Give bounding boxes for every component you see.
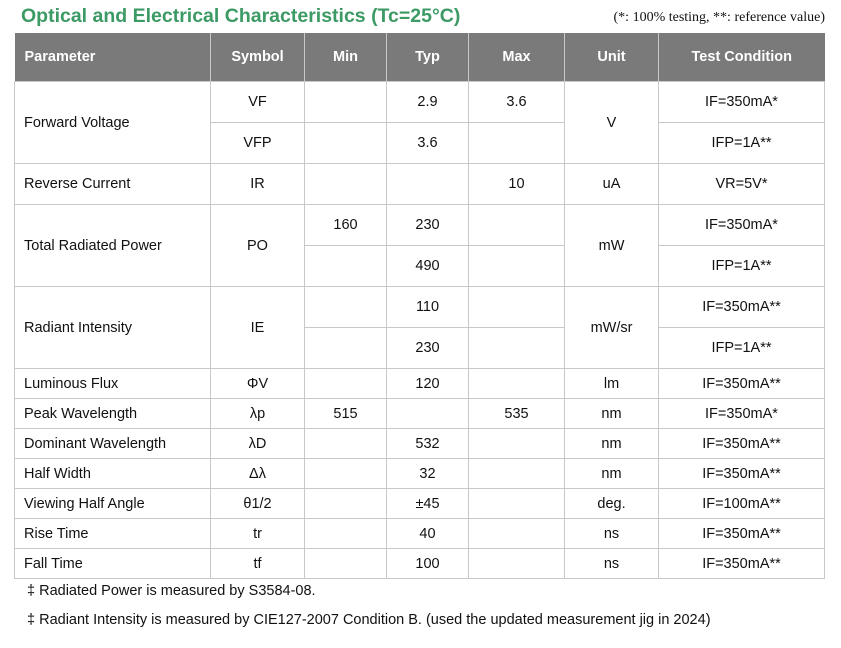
table-header-row <box>15 33 825 82</box>
typ-cell: 230 <box>387 328 469 369</box>
reference-note: (*: 100% testing, **: reference value) <box>613 10 825 25</box>
typ-cell: 100 <box>387 549 469 579</box>
condition-cell: IF=350mA** <box>659 519 825 549</box>
min-cell <box>305 489 387 519</box>
min-cell <box>305 549 387 579</box>
symbol-cell: IE <box>211 287 305 369</box>
table-row-radiant-intensity <box>15 287 825 328</box>
condition-cell: IF=350mA** <box>659 429 825 459</box>
min-cell <box>305 459 387 489</box>
max-cell: 535 <box>469 399 565 429</box>
min-cell <box>305 519 387 549</box>
typ-cell: 532 <box>387 429 469 459</box>
parameter-cell: Dominant Wavelength <box>15 429 211 459</box>
condition-cell: IFP=1A** <box>659 328 825 369</box>
header-symbol: Symbol <box>211 33 305 82</box>
typ-cell: 120 <box>387 369 469 399</box>
typ-cell: 3.6 <box>387 123 469 164</box>
table-row-fall-time <box>15 549 825 579</box>
unit-cell: uA <box>565 164 659 205</box>
header-typ: Typ <box>387 33 469 82</box>
max-cell <box>469 369 565 399</box>
max-cell <box>469 519 565 549</box>
parameter-cell: Luminous Flux <box>15 369 211 399</box>
footnote-radiant-intensity: ‡ Radiant Intensity is measured by CIE127-2007 Condition B. (used the updated measurement jig in 2024) <box>27 612 711 628</box>
min-cell: 515 <box>305 399 387 429</box>
parameter-cell: Viewing Half Angle <box>15 489 211 519</box>
parameter-cell: Forward Voltage <box>15 82 211 164</box>
unit-cell: deg. <box>565 489 659 519</box>
unit-cell: nm <box>565 459 659 489</box>
table-row-dominant-wavelength <box>15 429 825 459</box>
header-min: Min <box>305 33 387 82</box>
condition-cell: VR=5V* <box>659 164 825 205</box>
footnote-radiated-power: ‡ Radiated Power is measured by S3584-08. <box>27 583 316 599</box>
max-cell <box>469 287 565 328</box>
max-cell: 10 <box>469 164 565 205</box>
parameter-cell: Half Width <box>15 459 211 489</box>
max-cell <box>469 429 565 459</box>
parameter-cell: Fall Time <box>15 549 211 579</box>
typ-cell: ±45 <box>387 489 469 519</box>
max-cell <box>469 459 565 489</box>
condition-cell: IF=350mA** <box>659 459 825 489</box>
min-cell <box>305 328 387 369</box>
header-unit: Unit <box>565 33 659 82</box>
symbol-cell: IR <box>211 164 305 205</box>
typ-cell: 230 <box>387 205 469 246</box>
symbol-cell: VFP <box>211 123 305 164</box>
table-row-viewing-half-angle <box>15 489 825 519</box>
condition-cell: IF=350mA** <box>659 369 825 399</box>
unit-cell: ns <box>565 519 659 549</box>
symbol-cell: tr <box>211 519 305 549</box>
typ-cell: 2.9 <box>387 82 469 123</box>
condition-cell: IFP=1A** <box>659 246 825 287</box>
table-row-rise-time <box>15 519 825 549</box>
symbol-cell: VF <box>211 82 305 123</box>
symbol-cell: tf <box>211 549 305 579</box>
table-row-half-width <box>15 459 825 489</box>
min-cell <box>305 369 387 399</box>
table-row-forward-voltage <box>15 82 825 123</box>
symbol-cell: ΦV <box>211 369 305 399</box>
unit-cell: mW/sr <box>565 287 659 369</box>
parameter-cell: Total Radiated Power <box>15 205 211 287</box>
header-parameter: Parameter <box>15 33 211 82</box>
condition-cell: IF=350mA** <box>659 287 825 328</box>
typ-cell: 32 <box>387 459 469 489</box>
max-cell <box>469 205 565 246</box>
min-cell <box>305 82 387 123</box>
unit-cell: nm <box>565 429 659 459</box>
typ-cell: 110 <box>387 287 469 328</box>
table-row-luminous-flux <box>15 369 825 399</box>
min-cell: 160 <box>305 205 387 246</box>
condition-cell: IF=350mA* <box>659 82 825 123</box>
typ-cell <box>387 164 469 205</box>
section-title: Optical and Electrical Characteristics (Tc=25°C) <box>21 5 461 27</box>
min-cell <box>305 164 387 205</box>
typ-cell <box>387 399 469 429</box>
condition-cell: IF=350mA** <box>659 549 825 579</box>
unit-cell: lm <box>565 369 659 399</box>
max-cell <box>469 246 565 287</box>
condition-cell: IF=350mA* <box>659 399 825 429</box>
header-max: Max <box>469 33 565 82</box>
unit-cell: V <box>565 82 659 164</box>
table-row-reverse-current <box>15 164 825 205</box>
min-cell <box>305 123 387 164</box>
parameter-cell: Reverse Current <box>15 164 211 205</box>
unit-cell: mW <box>565 205 659 287</box>
symbol-cell: λp <box>211 399 305 429</box>
unit-cell: nm <box>565 399 659 429</box>
parameter-cell: Rise Time <box>15 519 211 549</box>
max-cell <box>469 123 565 164</box>
table-row-peak-wavelength <box>15 399 825 429</box>
symbol-cell: Δλ <box>211 459 305 489</box>
unit-cell: ns <box>565 549 659 579</box>
min-cell <box>305 246 387 287</box>
symbol-cell: λD <box>211 429 305 459</box>
max-cell <box>469 549 565 579</box>
parameter-cell: Peak Wavelength <box>15 399 211 429</box>
max-cell: 3.6 <box>469 82 565 123</box>
characteristics-table <box>14 33 825 579</box>
parameter-cell: Radiant Intensity <box>15 287 211 369</box>
min-cell <box>305 287 387 328</box>
condition-cell: IF=350mA* <box>659 205 825 246</box>
symbol-cell: PO <box>211 205 305 287</box>
min-cell <box>305 429 387 459</box>
header-test-condition: Test Condition <box>659 33 825 82</box>
condition-cell: IFP=1A** <box>659 123 825 164</box>
symbol-cell: θ1/2 <box>211 489 305 519</box>
typ-cell: 490 <box>387 246 469 287</box>
max-cell <box>469 489 565 519</box>
table-row-total-radiated-power <box>15 205 825 246</box>
max-cell <box>469 328 565 369</box>
typ-cell: 40 <box>387 519 469 549</box>
condition-cell: IF=100mA** <box>659 489 825 519</box>
